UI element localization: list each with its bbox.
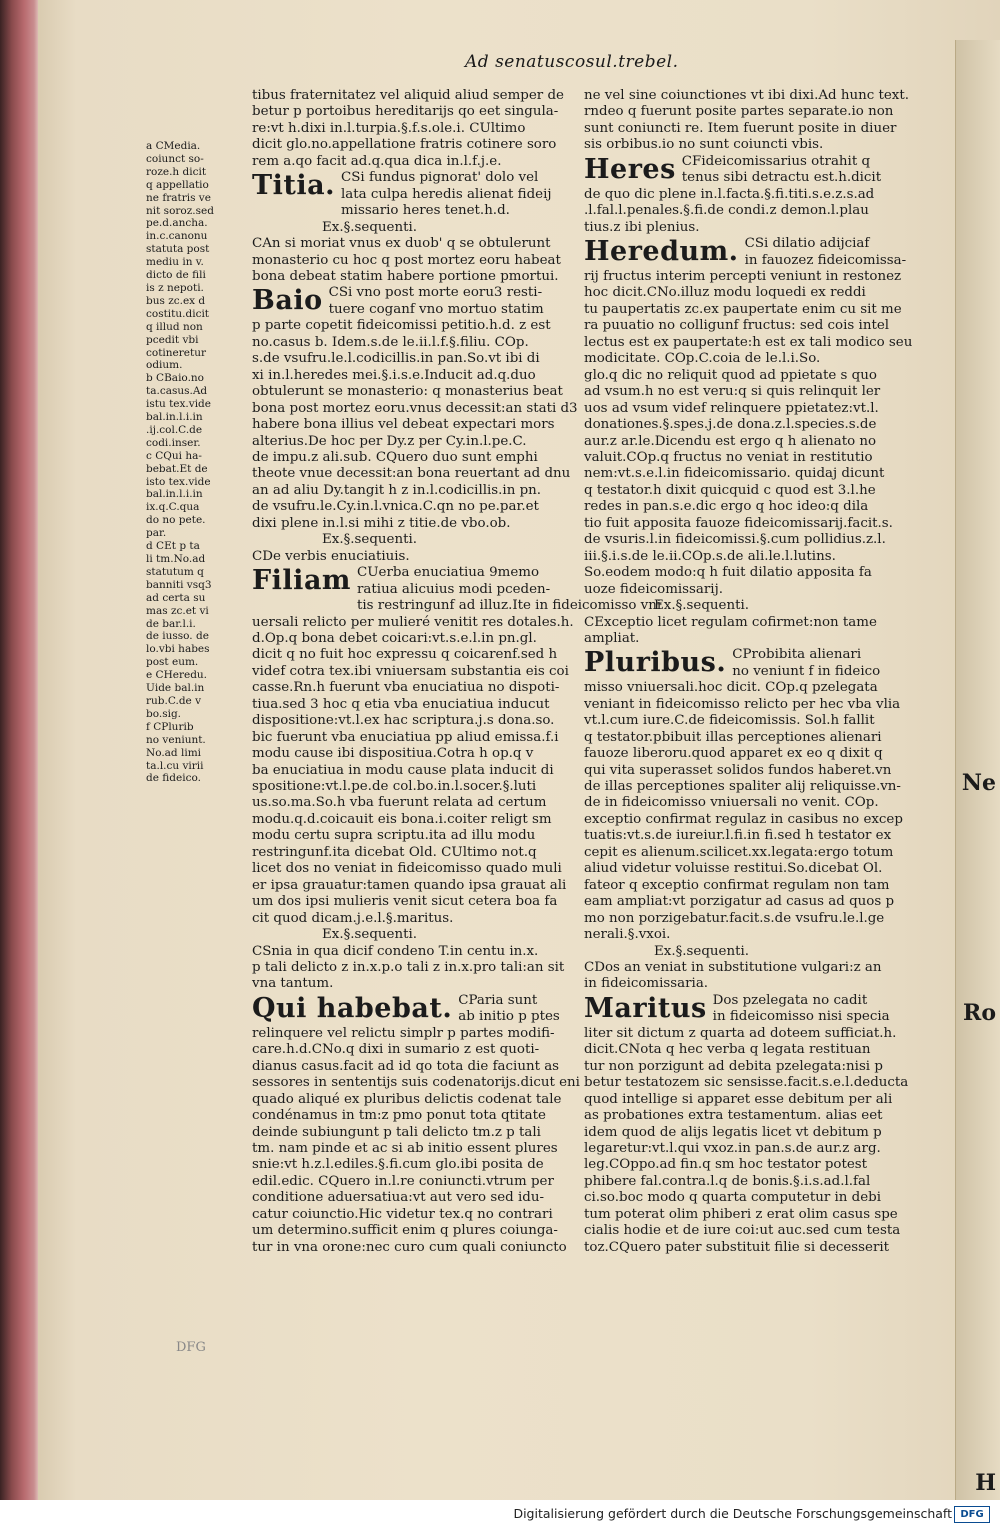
text-line: uersali relicto per mulieré venitit res dotales.h. [252,614,574,630]
margin-note-line: No.ad limi [146,746,202,759]
text-line: aliud videtur voluisse restitui.So.dicebat Ol. [584,861,883,877]
text-line: rem a.qo facit ad.q.qua dica in.l.f.j.e. [252,153,502,169]
text-line: theote vnue decessit:an bona reuertant ad dnu [252,466,571,482]
text-line: modicitate. COp.C.coia de le.l.i.So. [584,351,821,367]
lemma-initial: Heres [584,153,676,185]
text-line: ba enuciatiua in modu cause plata inducit di [252,762,554,778]
text-line: de quo dic plene in.l.facta.§.fi.titi.s.e.z.s.ad [584,186,875,202]
lemma-heredum [584,236,907,269]
text-line: quod intellige si apparet esse debitum per ali [584,1091,893,1107]
text-line: tibus fraternitatez vel aliquid aliud semper de [252,88,564,103]
text-line: casse.Rn.h fuerunt vba enuciatiua no dispoti- [252,680,560,696]
text-line: no.casus b. Idem.s.de le.ii.l.f.§.filiu. COp. [252,334,529,350]
text-line: fauoze liberoru.quod apparet ex eo q dixit q [584,746,883,762]
text-line: in fideicomissaria. [584,976,709,992]
lemma-qui-habebat [252,992,560,1026]
text-line: CParia sunt [458,992,538,1008]
text-line: Dos pzelegata no cadit [712,992,868,1008]
paragraph [584,680,903,943]
margin-notes [146,140,238,785]
margin-note-line: dicto de fili [146,269,206,282]
margin-note-line: ix.q.C.qua [146,501,200,514]
lemma-heres [584,153,882,187]
text-line: CFideicomissarius otrahit q [681,153,871,169]
paragraph [584,268,913,598]
text-line: tuere coganf vno mortuo statim [328,301,544,317]
text-line: modu cause ibi dispositiua.Cotra h op.q v [252,746,534,762]
text-line: de vsuris.l.in fideicomissi.§.cum pollidius.z.l. [584,532,886,548]
section-reference: Ex.§.sequenti. [654,598,749,614]
margin-note-line: q appellatio [146,178,209,191]
text-line: So.eodem modo:q h fuit dilatio apposita fa [584,565,872,581]
text-line: s.de vsufru.le.l.codicillis.in pan.So.vt ibi di [252,351,540,367]
margin-note-line: e CHeredu. [146,669,208,682]
margin-note-line: .ij.col.C.de [146,423,203,436]
text-line: ratiua alicuius modi pceden- [357,581,551,597]
paragraph [584,186,875,236]
text-line: aur.z ar.le.Dicendu est ergo q h alienato no [584,433,877,449]
text-line: sunt coniuncti re. Item fuerunt posite in diuer [584,120,897,136]
text-line: misso vniuersali.hoc dicit. COp.q pzelegata [584,680,878,696]
text-line: monasterio cu hoc q post mortez eoru habeat [252,252,561,268]
text-line: ab initio p ptes [458,1009,560,1025]
text-line: p tali delicto z in.x.p.o tali z in.x.pro tali:an sit [252,960,565,976]
margin-note-line: post eum. [146,656,199,669]
margin-note-line: de fideico. [146,772,201,785]
text-line: licet dos no veniat in fideicomisso quado muli [252,861,562,877]
text-line: re:vt h.dixi in.l.turpia.§.f.s.ole.i. CUltimo [252,120,526,136]
paragraph: CDe verbis enuciatiuis. [252,548,410,564]
lemma-text [329,285,552,318]
text-line: dicit q no fuit hoc expressu q coicarenf.sed h [252,647,558,663]
text-line: q testator.pbibuit illas perceptiones alienari [584,729,882,745]
text-line: CProbibita alienari [732,647,862,663]
margin-note-line: in.c.canonu [146,230,208,243]
text-line: deinde subiungunt p tali delicto tm.z p tali [252,1124,541,1140]
lemma-text [732,647,881,680]
text-line: ne vel sine coiunctiones vt ibi dixi.Ad hunc text. [584,88,909,103]
text-line: um dos ipsi mulieris venit sicut cetera boa fa [252,894,558,910]
section-reference: Ex.§.sequenti. [322,927,417,943]
text-line: ra puuatio no colligunf fructus: sed cois intel [584,318,890,334]
text-line: .l.fal.l.penales.§.fi.de condi.z demon.l.plau [584,203,869,219]
text-line: phibere fal.contra.l.q de bonis.§.i.s.ad.l.fal [584,1173,871,1189]
text-line: valuit.COp.q fructus no veniat in restitutio [584,449,873,465]
text-line: relinquere vel relictu simplr p partes modifi- [252,1025,555,1041]
paragraph [584,614,877,648]
lemma-initial: Qui habebat. [252,992,453,1024]
text-line: uoze fideicomissarij. [584,581,723,597]
text-line: cit quod dicam.j.e.l.§.maritus. [252,910,454,926]
text-line: alterius.De hoc per Dy.z per Cy.in.l.pe.C. [252,433,527,449]
text-line: in fideicomisso nisi specia [712,1009,890,1025]
text-line: iii.§.i.s.de le.ii.COp.s.de ali.le.l.lutins. [584,548,836,564]
margin-note-line: bus zc.ex d [146,294,206,307]
text-line: ad vsum.h no est veru:q si quis relinquit ler [584,384,881,400]
margin-note-line: ne fratris ve [146,191,211,204]
running-header: Ad senatuscosul.trebel. [465,52,679,72]
text-line: vna tantum. [252,976,334,992]
facing-page-edge [955,40,1000,1500]
text-line: modu certu supra scriptu.ita ad illu modu [252,828,536,844]
text-line: missario heres tenet.h.d. [340,203,510,219]
text-line: dianus casus.facit ad id qo tota die faciunt as [252,1058,560,1074]
text-line: leg.COppo.ad fin.q sm hoc testator potest [584,1157,868,1173]
margin-note-line: de bar.l.i. [146,617,196,630]
text-line: q testator.h dixit quicquid c quod est 3.l.he [584,482,876,498]
margin-note-line: Uide bal.in [146,682,205,695]
text-line: xi in.l.heredes mei.§.i.s.e.Inducit ad.q.duo [252,367,536,383]
lemma-initial: Baio [252,285,323,317]
text-line: de illas perceptiones spaliter alij reliquisse.vn- [584,779,901,795]
text-line: bic fuerunt vba enuciatiua pp aliud emissa.f.i [252,729,559,745]
text-line: CSi vno post morte eoru3 resti- [328,285,543,301]
section-reference: Ex.§.sequenti. [322,532,417,548]
margin-note-line: b CBaio.no [146,372,204,385]
text-line: idem quod de alijs legatis licet vt debitum p [584,1124,882,1140]
text-line: obtulerunt se monasterio: q monasterius beat [252,384,563,400]
margin-note-line: f CPlurib [146,720,194,733]
text-line: catur coiunctio.Hic videtur tex.q no contrari [252,1206,553,1222]
paragraph [252,1025,580,1256]
text-line: vt.l.cum iure.C.de fideicomissis. Sol.h fallit [584,713,875,729]
margin-note-line: mediu in v. [146,256,204,269]
text-line: exceptio confirmat regulaz in casibus no excep [584,811,903,827]
text-line: p parte copetit fideicomissi petitio.h.d. z est [252,318,551,334]
text-line: as probationes extra testamentum. alias eet [584,1108,883,1124]
text-line: conditione aduersatiua:vt aut vero sed idu- [252,1190,544,1206]
text-line: nem:vt.s.e.l.in fideicomissario. quidaj dicunt [584,466,885,482]
text-line: tis restringunf ad illuz.Ite in fideicomisso vni [357,598,662,614]
margin-note-line: banniti vsq3 [146,578,212,591]
text-line: us.so.ma.So.h vba fuerunt relata ad certum [252,795,547,811]
text-line: hoc dicit.CNo.illuz modu loquedi ex reddi [584,285,866,301]
margin-note-line: bal.in.l.i.in [146,488,203,501]
text-column-right [584,88,913,1256]
text-line: uos ad vsum videf relinquere ppietatez:vt.l. [584,400,879,416]
margin-note-line: bo.sig. [146,707,182,720]
text-line: CSi dilatio adijciaf [744,236,870,252]
margin-note-line: ad certa su [146,591,206,604]
margin-note-line: pcedit vbi [146,333,199,346]
margin-note-line: is z nepoti. [146,281,204,294]
section-reference: Ex.§.sequenti. [654,943,749,959]
page-mark: DFG [176,1340,206,1355]
text-line: cialis hodie et de iure coi:ut auc.sed cum testa [584,1223,901,1239]
text-line: veniant in fideicomisso relicto per hec vba vlia [584,696,901,712]
text-line: CDos an veniat in substitutione vulgari:z an [584,960,882,976]
margin-note-line: do no pete. [146,514,206,527]
text-line: nerali.§.vxoi. [584,927,671,943]
margin-note-line: statuta post [146,243,210,256]
paragraph [252,236,561,285]
margin-note-line: li tm.No.ad [146,553,206,565]
text-line: tio fuit apposita fauoze fideicomissarij.facit.s. [584,515,893,531]
text-line: de in fideicomisso vniuersali no venit. COp. [584,795,879,811]
text-line: CSnia in qua dicif condeno T.in centu in.x. [252,943,539,959]
margin-note-line: lo.vbi habes [146,643,210,656]
margin-note-line: statutum q [146,565,204,578]
footer-credit: Digitalisierung gefördert durch die Deutsche Forschungsgemeinschaft [513,1506,952,1521]
margin-note-line: ta.l.cu virii [146,759,204,772]
lemma-text [341,170,552,219]
lemma-initial: Titia. [252,170,335,202]
text-line: rij fructus interim percepti veniunt in restonez [584,268,902,284]
margin-note-line: codi.inser. [146,436,201,449]
lemma-initial: Pluribus. [584,647,727,679]
margin-note-line: coiunct so- [146,152,204,165]
margin-note-line: costitu.dicit [146,307,210,320]
text-line: videf cotra tex.ibi vniuersam substantia eis coi [252,663,569,679]
text-line: qui vita superasset solidos fundos haberet.vn [584,762,892,778]
text-line: ci.so.boc modo q quarta computetur in debi [584,1190,881,1206]
text-line: habere bona illius vel debeat expectari mors [252,417,555,433]
text-line: mo non porzigebatur.facit.s.de vsufru.le.l.ge [584,910,885,926]
dfg-logo: DFG [954,1506,990,1523]
text-line: betur testatozem sic sensisse.facit.s.e.l.deducta [584,1075,909,1091]
text-line: lata culpa heredis alienat fideij [340,186,552,202]
margin-note-line: bal.in.l.i.in [146,411,203,424]
margin-note-line: d CEt p ta [146,540,200,553]
text-line: glo.q dic no reliquit quod ad ppietate s quo [584,367,877,383]
margin-note-line: cotineretur [146,346,206,359]
margin-note-line: mas zc.et vi [146,604,209,617]
paragraph [252,943,565,993]
text-line: legaretur:vt.l.qui vxoz.in pan.s.de aur.z arg. [584,1141,881,1156]
margin-note-line: de iusso. de [146,630,209,643]
text-line: toz.CQuero pater substituit filie si decesserit [584,1239,890,1255]
text-line: redes in pan.s.e.dic ergo q hoc ideo:q dila [584,499,869,515]
text-line: d.Op.q bona debet coicari:vt.s.e.l.in pn.gl. [252,630,537,646]
text-line: tm. nam pinde et ac si ab initio essent plures [252,1141,558,1156]
text-line: donationes.§.spes.j.de dona.z.l.species.s.de [584,417,877,433]
lemma-text [458,992,560,1026]
margin-note-line: no veniunt. [146,733,206,746]
margin-note-line: istu tex.vide [146,398,211,411]
text-line: dicit.CNota q hec verba q legata restituan [584,1042,871,1058]
text-line: dispositione:vt.l.ex hac scriptura.j.s dona.so. [252,713,555,729]
text-line: CAn si moriat vnus ex duob' q se obtulerunt [252,236,551,252]
lemma-maritus [584,992,890,1026]
text-line: CExceptio licet regulam cofirmet:non tame [584,614,877,630]
margin-note-line: bebat.Et de [146,462,208,475]
text-line: sis orbibus.io no sunt coiuncti vbis. [584,137,824,153]
margin-note-line: odium. [146,359,183,372]
margin-note-line: c CQui ha- [146,449,202,462]
text-line: in fauozez fideicomissa- [744,252,907,268]
margin-note-line: isto tex.vide [146,475,211,488]
text-line: tius.z ibi plenius. [584,219,700,235]
text-line: tu paupertatis zc.ex paupertate enim cu sit me [584,301,902,317]
text-line: fateor q exceptio confirmat regulam non tam [584,877,890,893]
text-line: cepit es alienum.scilicet.xx.legata:ergo totum [584,844,894,860]
text-line: dixi plene in.l.si mihi z titie.de vbo.ob. [252,515,511,531]
text-line: care.h.d.CNo.q dixi in sumario z est quoti- [252,1042,540,1058]
text-line: restringunf.ita dicebat Old. CUltimo not.q [252,844,537,860]
paragraph [252,614,574,928]
text-line: de vsufru.le.Cy.in.l.vnica.C.qn no pe.par.et [252,499,539,515]
text-line: no veniunt f in fideico [732,663,881,679]
text-line: CUerba enuciatiua 9memo [357,565,540,581]
lemma-titia [252,170,552,219]
text-line: liter sit dictum z quarta ad doteem sufficiat.h. [584,1025,897,1041]
text-line: ampliat. [584,630,640,646]
text-line: tum poterat olim phiberi z erat olim casus spe [584,1206,898,1222]
text-line: condénamus in tm:z pmo ponut tota qtitate [252,1108,546,1124]
margin-note-line: q illud non [146,320,203,333]
text-line: bona debeat statim habere portione pmortui. [252,268,559,284]
paragraph [252,318,578,532]
facing-page-glyph: H [975,1470,996,1496]
text-line: edil.edic. CQuero in.l.re coniuncti.vtrum per [252,1173,554,1189]
lemma-initial: Heredum. [584,236,739,268]
text-line: de impu.z ali.sub. CQuero duo sunt emphi [252,449,538,465]
text-line: bona post mortez eoru.vnus decessit:an stati d3 [252,400,578,416]
margin-note-line: ta.casus.Ad [146,385,208,398]
lemma-initial: Maritus [584,992,707,1024]
margin-note-line: a CMedia. [146,140,201,152]
margin-note-line: par. [146,527,167,540]
text-line: tenus sibi detractu est.h.dicit [681,170,882,186]
paragraph [584,960,882,993]
text-line: sessores in sententijs suis codenatorijs.dicut eni [252,1075,580,1091]
text-line: eam ampliat:vt porzigatur ad casus ad quos p [584,894,895,910]
lemma-baio [252,285,552,318]
text-line: CSi fundus pignorat' dolo vel [340,170,539,186]
text-line: tiua.sed 3 hoc q etia vba enuciatiua inducut [252,696,550,712]
text-line: rndeo q fuerunt posite partes separate.io non [584,104,894,120]
text-line: spositione:vt.l.pe.de col.bo.in.l.socer.§.luti [252,779,537,795]
text-line: quado aliqué ex pluribus delictis codenat tale [252,1091,562,1107]
text-line: dicit glo.no.appellatione fratris cotinere soro [252,137,557,153]
intro-paragraph [584,88,909,154]
margin-note-line: nit soroz.sed [146,204,214,217]
lemma-text [744,236,907,269]
facing-page-glyph: Ro [963,1000,996,1026]
text-line: tur non porzigunt ad debita pzelegata:nisi p [584,1058,883,1074]
margin-note-line: roze.h dicit [146,165,207,178]
margin-note-line: pe.d.ancha. [146,217,208,230]
section-reference: Ex.§.sequenti. [322,219,417,235]
text-line: lectus est ex paupertate:h est ex tali modico seu [584,334,913,350]
lemma-initial: Filiam [252,565,352,597]
text-line: betur p portoibus hereditarijs qo eet singula- [252,104,559,120]
text-line: er ipsa grauatur:tamen quando ipsa grauat ali [252,877,567,893]
text-line: tuatis:vt.s.de iureiur.l.fi.in fi.sed h testator ex [584,828,892,844]
lemma-text [681,153,882,187]
paragraph [584,1025,909,1256]
text-line: an ad aliu Dy.tangit h z in.l.codicillis.in pn. [252,482,542,498]
lemma-text [712,992,890,1026]
text-line: snie:vt h.z.l.ediles.§.fi.cum glo.ibi posita de [252,1157,544,1173]
margin-note-line: rub.C.de v [146,694,202,707]
book-edge [0,0,40,1526]
text-line: tur in vna orone:nec curo cum quali coniuncto [252,1239,567,1255]
text-line: um determino.sufficit enim q plures coiunga- [252,1223,558,1239]
facing-page-glyph: Ne [961,770,996,796]
text-line: modu.q.d.coicauit eis bona.i.coiter religt sm [252,811,552,827]
intro-paragraph [252,88,564,170]
lemma-pluribus [584,647,881,680]
